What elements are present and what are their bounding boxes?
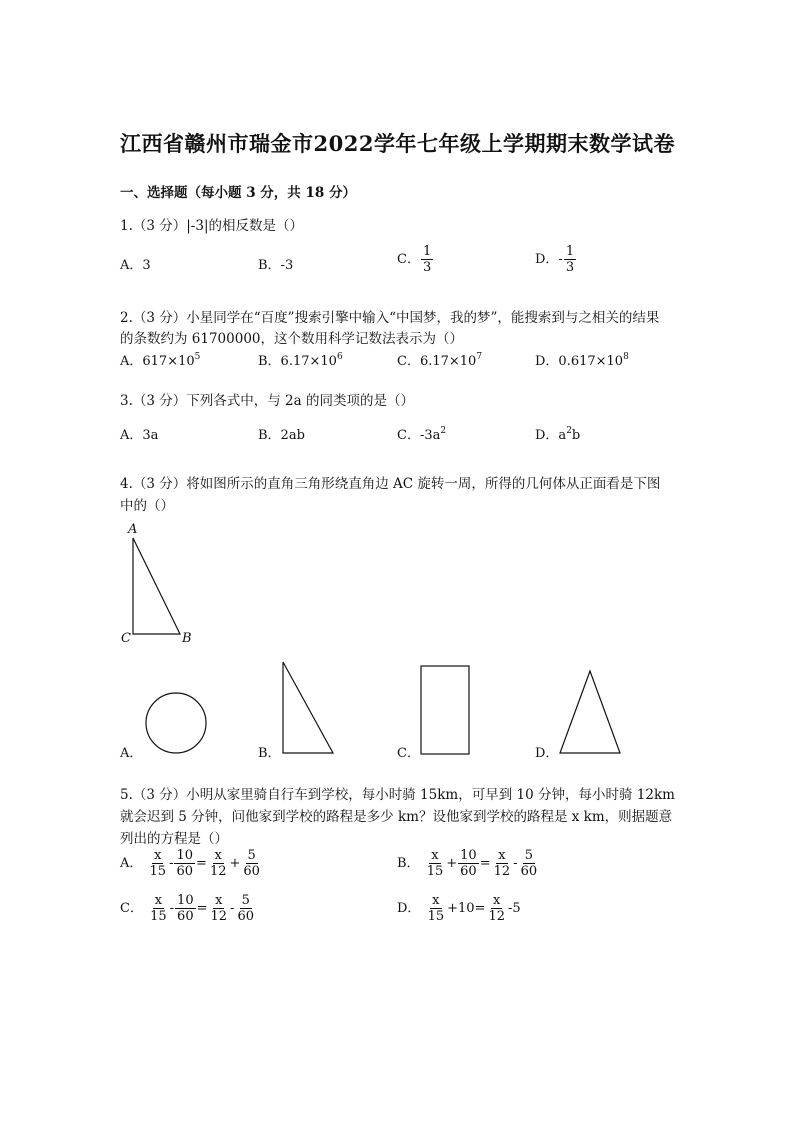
q2-option-d: D．$0.617\times 10^8$ xyxy=(535,352,629,369)
q2-option-c: C．$6.17\times 10^7$ xyxy=(397,352,483,369)
q4-option-b-label: B． xyxy=(258,746,281,761)
q5-option-d: D． $\frac{x}{15}$ +10= $\frac{x}{12}$ -5 xyxy=(397,893,521,924)
question-4-stem-line2: 中的（） xyxy=(120,498,174,514)
q5-option-b: B． $\frac{x}{15}$ + $\frac{10}{60}$ = $\frac{x}{12}$ - $\frac{5}{60}$ xyxy=(397,848,538,879)
vertex-label-c: C xyxy=(121,631,131,646)
q1-option-a: A．3 xyxy=(120,258,151,273)
q2-option-b: B．$6.17\times 10^6$ xyxy=(258,352,343,369)
vertex-label-a: A xyxy=(128,522,138,537)
question-1-stem: 1.（3 分）|-3|的相反数是（） xyxy=(120,218,304,234)
section-heading: 一、选择题（每小题 3 分，共 18 分） xyxy=(120,185,356,201)
q3-option-a: A．3a xyxy=(120,428,159,443)
q4-option-d-label: D． xyxy=(535,746,559,761)
q3-option-d: D．$a^2b$ xyxy=(535,426,581,443)
page-title: 江西省赣州市瑞金市2022学年七年级上学期期末数学试卷 xyxy=(120,131,675,156)
vertex-label-b: B xyxy=(182,631,192,646)
q1-option-b: B．-3 xyxy=(258,258,294,273)
q3-option-c: C．$-3a^2$ xyxy=(397,426,447,443)
question-5-stem-line3: 列出的方程是（） xyxy=(120,831,228,847)
q5-option-a: A． $\frac{x}{15}$ - $\frac{10}{60}$ = $\frac{x}{12}$ + $\frac{5}{60}$ xyxy=(120,848,260,879)
question-2-stem-line2: 的条数约为 61700000，这个数用科学记数法表示为（） xyxy=(120,331,464,347)
question-5-stem-line1: 5.（3 分）小明从家里骑自行车到学校，每小时骑 15km，可早到 10 分钟，每小时骑 12km xyxy=(120,787,675,803)
question-5-stem-line2: 就会迟到 5 分钟，问他家到学校的路程是多少 km？设他家到学校的路程是 x km，则据题意 xyxy=(120,809,673,825)
question-3-stem: 3.（3 分）下列各式中，与 2a 的同类项的是（） xyxy=(120,393,414,409)
q4-option-a-label: A． xyxy=(120,746,143,761)
q5-option-c: C． $\frac{x}{15}$ - $\frac{10}{60}$ = $\frac{x}{12}$ - $\frac{5}{60}$ xyxy=(120,893,254,924)
question-2-stem-line1: 2.（3 分）小星同学在“百度”搜索引擎中输入“中国梦，我的梦”，能搜索到与之相关的结果 xyxy=(120,310,660,326)
q4-option-c-label: C． xyxy=(397,746,420,761)
q3-option-b: B．2ab xyxy=(258,428,305,443)
question-4-stem-line1: 4.（3 分）将如图所示的直角三角形绕直角边 AC 旋转一周，所得的几何体从正面看是下图 xyxy=(120,476,661,492)
q1-option-c: C． $\frac{1}{3}$ xyxy=(397,244,432,275)
q2-option-a: A．$617\times 10^5$ xyxy=(120,352,201,369)
q1-option-d: D．- $\frac{1}{3}$ xyxy=(535,244,575,275)
